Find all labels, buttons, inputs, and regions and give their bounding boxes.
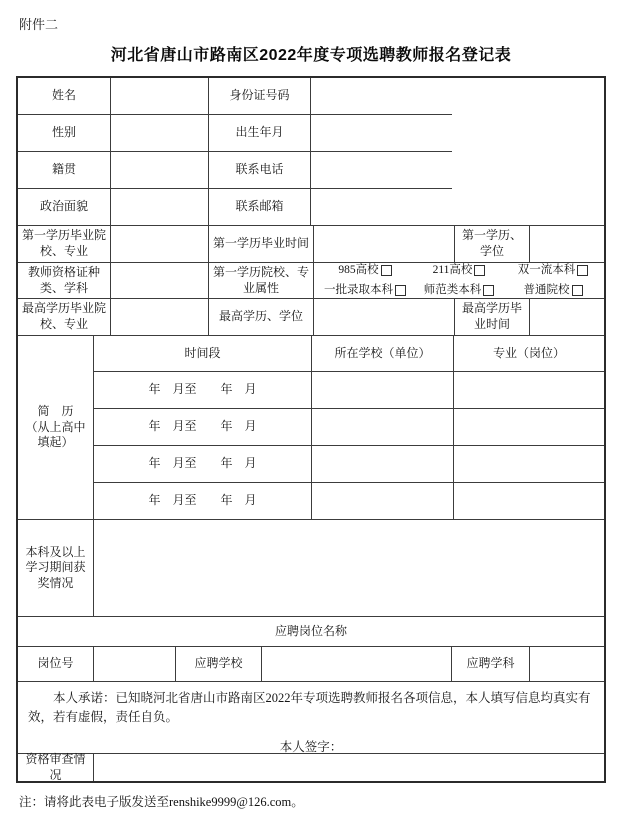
option-first-batch[interactable] [318, 283, 412, 298]
political-status-input-cell[interactable] [111, 189, 209, 226]
option-ordinary-college-checkbox[interactable] [572, 285, 583, 296]
registration-form-table [16, 76, 606, 783]
highest-degree-time-label: 最高学历毕业时间 [455, 299, 530, 336]
first-degree-time-label: 第一学历毕业时间 [209, 226, 314, 263]
applied-school-input-cell[interactable] [262, 647, 452, 682]
option-211-label: 211高校 [432, 264, 473, 277]
declaration-cell [18, 682, 604, 754]
option-normal-school[interactable] [412, 283, 506, 298]
email-input-cell[interactable] [311, 189, 452, 226]
resume-grid [94, 336, 604, 520]
option-first-batch-checkbox[interactable] [395, 285, 406, 296]
highest-degree-degree-label: 最高学历、学位 [209, 299, 314, 336]
option-first-batch-label: 一批录取本科 [324, 284, 393, 296]
table-row [18, 78, 452, 115]
phone-label: 联系电话 [209, 152, 311, 189]
native-place-label: 籍贯 [18, 152, 111, 189]
name-label: 姓名 [18, 78, 111, 115]
position-section-header: 应聘岗位名称 [18, 617, 604, 647]
review-row [18, 751, 604, 782]
option-985-label: 985高校 [338, 264, 379, 277]
native-place-input-cell[interactable] [111, 152, 209, 189]
resume-label [18, 336, 94, 520]
resume-row [94, 483, 604, 520]
table-row [18, 152, 452, 189]
id-number-input-cell[interactable] [311, 78, 452, 115]
first-degree-time-input-cell[interactable] [314, 226, 455, 263]
school-attr-options [314, 263, 604, 299]
post-number-label: 岗位号 [18, 647, 94, 682]
option-ordinary-college-label: 普通院校 [523, 284, 570, 296]
resume-school-cell[interactable] [312, 483, 454, 520]
resume-row [94, 372, 604, 409]
highest-degree-school-label: 最高学历毕业院校、专业 [18, 299, 111, 336]
highest-degree-degree-input-cell[interactable] [314, 299, 455, 336]
resume-row [94, 446, 604, 483]
resume-major-cell[interactable] [454, 372, 604, 409]
footer-note: 注：请将此表电子版发送至renshike9999@126.com。 [19, 795, 304, 809]
declaration-row [18, 682, 604, 754]
id-number-label: 身份证号码 [209, 78, 311, 115]
teacher-cert-row [18, 263, 604, 299]
table-row [18, 189, 452, 226]
resume-major-cell[interactable] [454, 446, 604, 483]
option-985-checkbox[interactable] [381, 265, 392, 276]
awards-row [18, 520, 604, 617]
gender-input-cell[interactable] [111, 115, 209, 152]
photo-area[interactable] [452, 78, 604, 226]
review-input-cell[interactable] [94, 754, 604, 781]
first-degree-attr-label: 第一学历院校、专业属性 [209, 263, 314, 299]
highest-degree-row [18, 299, 604, 336]
post-number-input-cell[interactable] [94, 647, 176, 682]
awards-label: 本科及以上学习期间获奖情况 [18, 520, 94, 617]
resume-header-row [94, 336, 604, 372]
option-normal-school-label: 师范类本科 [423, 284, 482, 296]
applied-subject-label: 应聘学科 [452, 647, 530, 682]
email-label: 联系邮箱 [209, 189, 311, 226]
review-label: 资格审查情况 [18, 754, 94, 781]
signature-area[interactable] [28, 739, 594, 755]
resume-period-cell[interactable]: 年 月至 年 月 [94, 372, 312, 409]
highest-degree-time-input-cell[interactable] [530, 299, 604, 336]
position-header-row [18, 617, 604, 647]
resume-period-cell[interactable]: 年 月至 年 月 [94, 483, 312, 520]
signature-label: 本人签字： [279, 739, 343, 754]
basic-info-section [18, 78, 604, 226]
resume-period-cell[interactable]: 年 月至 年 月 [94, 446, 312, 483]
option-ordinary-college[interactable] [506, 283, 600, 298]
birth-date-label: 出生年月 [209, 115, 311, 152]
resume-school-cell[interactable] [312, 446, 454, 483]
option-211-checkbox[interactable] [474, 265, 485, 276]
resume-section [18, 336, 604, 520]
first-degree-school-label: 第一学历毕业院校、专业 [18, 226, 111, 263]
awards-input-cell[interactable] [94, 520, 604, 617]
declaration-text: 本人承诺：已知晓河北省唐山市路南区2022年专项选聘教师报名各项信息，本人填写信息均真实有效，若有虚假，责任自负。 [28, 691, 591, 725]
first-degree-degree-input-cell[interactable] [530, 226, 604, 263]
page-title: 河北省唐山市路南区2022年度专项选聘教师报名登记表 [110, 47, 512, 64]
resume-header-school: 所在学校（单位） [312, 336, 454, 372]
option-211[interactable] [412, 263, 506, 278]
teacher-cert-label: 教师资格证种类、学科 [18, 263, 111, 299]
basic-info-grid [18, 78, 452, 226]
resume-major-cell[interactable] [454, 483, 604, 520]
first-degree-row [18, 226, 604, 263]
resume-header-period: 时间段 [94, 336, 312, 372]
phone-input-cell[interactable] [311, 152, 452, 189]
resume-school-cell[interactable] [312, 372, 454, 409]
resume-label-line2: （从上高中填起） [25, 419, 86, 450]
option-double-first-class-checkbox[interactable] [577, 265, 588, 276]
option-double-first-class[interactable] [506, 263, 600, 278]
table-row [18, 115, 452, 152]
resume-row [94, 409, 604, 446]
option-985[interactable] [318, 263, 412, 278]
resume-major-cell[interactable] [454, 409, 604, 446]
resume-header-major: 专业（岗位） [454, 336, 604, 372]
resume-school-cell[interactable] [312, 409, 454, 446]
political-status-label: 政治面貌 [18, 189, 111, 226]
teacher-cert-input-cell[interactable] [111, 263, 209, 299]
first-degree-school-input-cell[interactable] [111, 226, 209, 263]
option-normal-school-checkbox[interactable] [483, 285, 494, 296]
position-fields-row [18, 647, 604, 682]
resume-label-line1: 简 历 [37, 404, 74, 419]
applied-school-label: 应聘学校 [176, 647, 262, 682]
attachment-label: 附件二 [19, 17, 59, 32]
option-double-first-class-label: 双一流本科 [517, 264, 576, 277]
name-input-cell[interactable] [111, 78, 209, 115]
gender-label: 性别 [18, 115, 111, 152]
resume-period-cell[interactable]: 年 月至 年 月 [94, 409, 312, 446]
first-degree-degree-label: 第一学历、学位 [455, 226, 530, 263]
applied-subject-input-cell[interactable] [530, 647, 604, 682]
highest-degree-school-input-cell[interactable] [111, 299, 209, 336]
birth-date-input-cell[interactable] [311, 115, 452, 152]
